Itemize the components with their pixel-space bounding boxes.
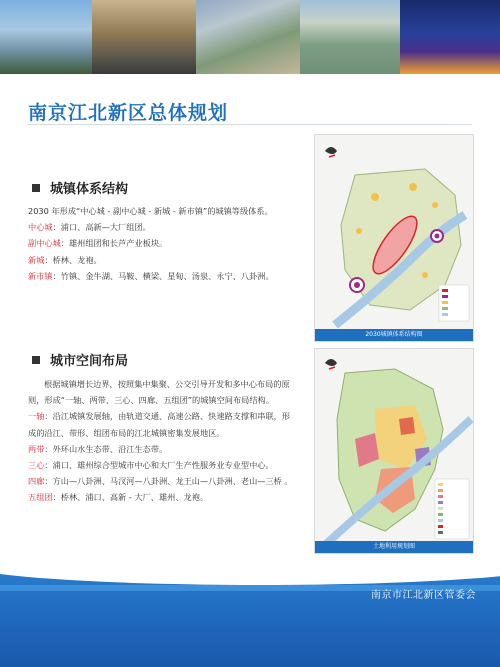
- town-system-map: [314, 134, 474, 342]
- section-title: 城市空间布局: [50, 354, 129, 369]
- section1-item: 副中心城：雄州组团和长芦产业板块。: [28, 238, 168, 249]
- title-divider: [28, 124, 472, 125]
- header-photo-strip: [0, 0, 500, 74]
- section1-intro: 2030 年形成“中心城 - 副中心城 - 新城 - 新市镇”的城镇等级体系。: [28, 206, 273, 216]
- section2-para: 根据城镇增长边界，按照集中集聚、公交引导开发和多中心布局的原: [44, 379, 290, 389]
- photo-night-skyline: [400, 0, 500, 74]
- photo-riverside: [300, 0, 400, 74]
- section-title: 城镇体系结构: [50, 182, 129, 197]
- section2-item: 两带：外环山水生态带、沿江生态带。: [28, 443, 168, 454]
- section1-item: 中心城：浦口、高新—大厂组团。: [28, 222, 151, 233]
- map-legend: [435, 479, 469, 539]
- land-use-map: [314, 348, 474, 554]
- section2-text: [28, 376, 300, 506]
- section1-text: [28, 203, 300, 284]
- square-bullet-icon: [32, 356, 40, 364]
- map-caption: 土地利用规划图: [315, 541, 473, 553]
- section1-item: 新城：桥林、龙袍。: [28, 254, 102, 265]
- footer-band: [0, 563, 500, 667]
- section2-axis-cont: 成的沿江、带形、组团布局的江北城镇密集发展地区。: [28, 427, 225, 438]
- section2-item: 五组团：桥林、浦口、高新 - 大厂、雄州、龙袍。: [28, 492, 209, 503]
- map-logo-icon: [325, 147, 337, 157]
- map-logo-icon: [325, 359, 337, 369]
- section-heading-town-system: [32, 178, 128, 197]
- section2-item: 四廊：方山—八卦洲、马汊河—八卦洲、龙王山—八卦洲、老山—三桥 。: [28, 476, 293, 487]
- footer-organization: 南京市江北新区管委会: [371, 590, 476, 601]
- photo-station: [92, 0, 196, 74]
- footer-wave: [0, 563, 500, 585]
- section2-axis: 一轴：沿江城镇发展轴，由轨道交通、高速公路、快速路支撑和串联，形: [28, 411, 291, 422]
- photo-campus: [0, 0, 92, 74]
- section2-item: 三心：浦口、雄州综合型城市中心和大厂生产性服务业专业型中心。: [28, 460, 274, 471]
- map-caption: 2030城镇体系结构图: [315, 329, 473, 341]
- square-bullet-icon: [32, 184, 40, 192]
- section2-para: 则，形成“一轴、两带、三心、四廊、五组团”的城镇空间布局结构。: [28, 395, 274, 406]
- map-legend: [439, 285, 469, 321]
- section-heading-spatial-layout: [32, 350, 128, 369]
- section1-item: 新市镇：竹镇、金牛湖、马鞍、横梁、星甸、汤泉、永宁、八卦洲。: [28, 270, 274, 281]
- photo-aerial-city: [196, 0, 300, 74]
- page-title: 南京江北新区总体规划: [28, 102, 229, 124]
